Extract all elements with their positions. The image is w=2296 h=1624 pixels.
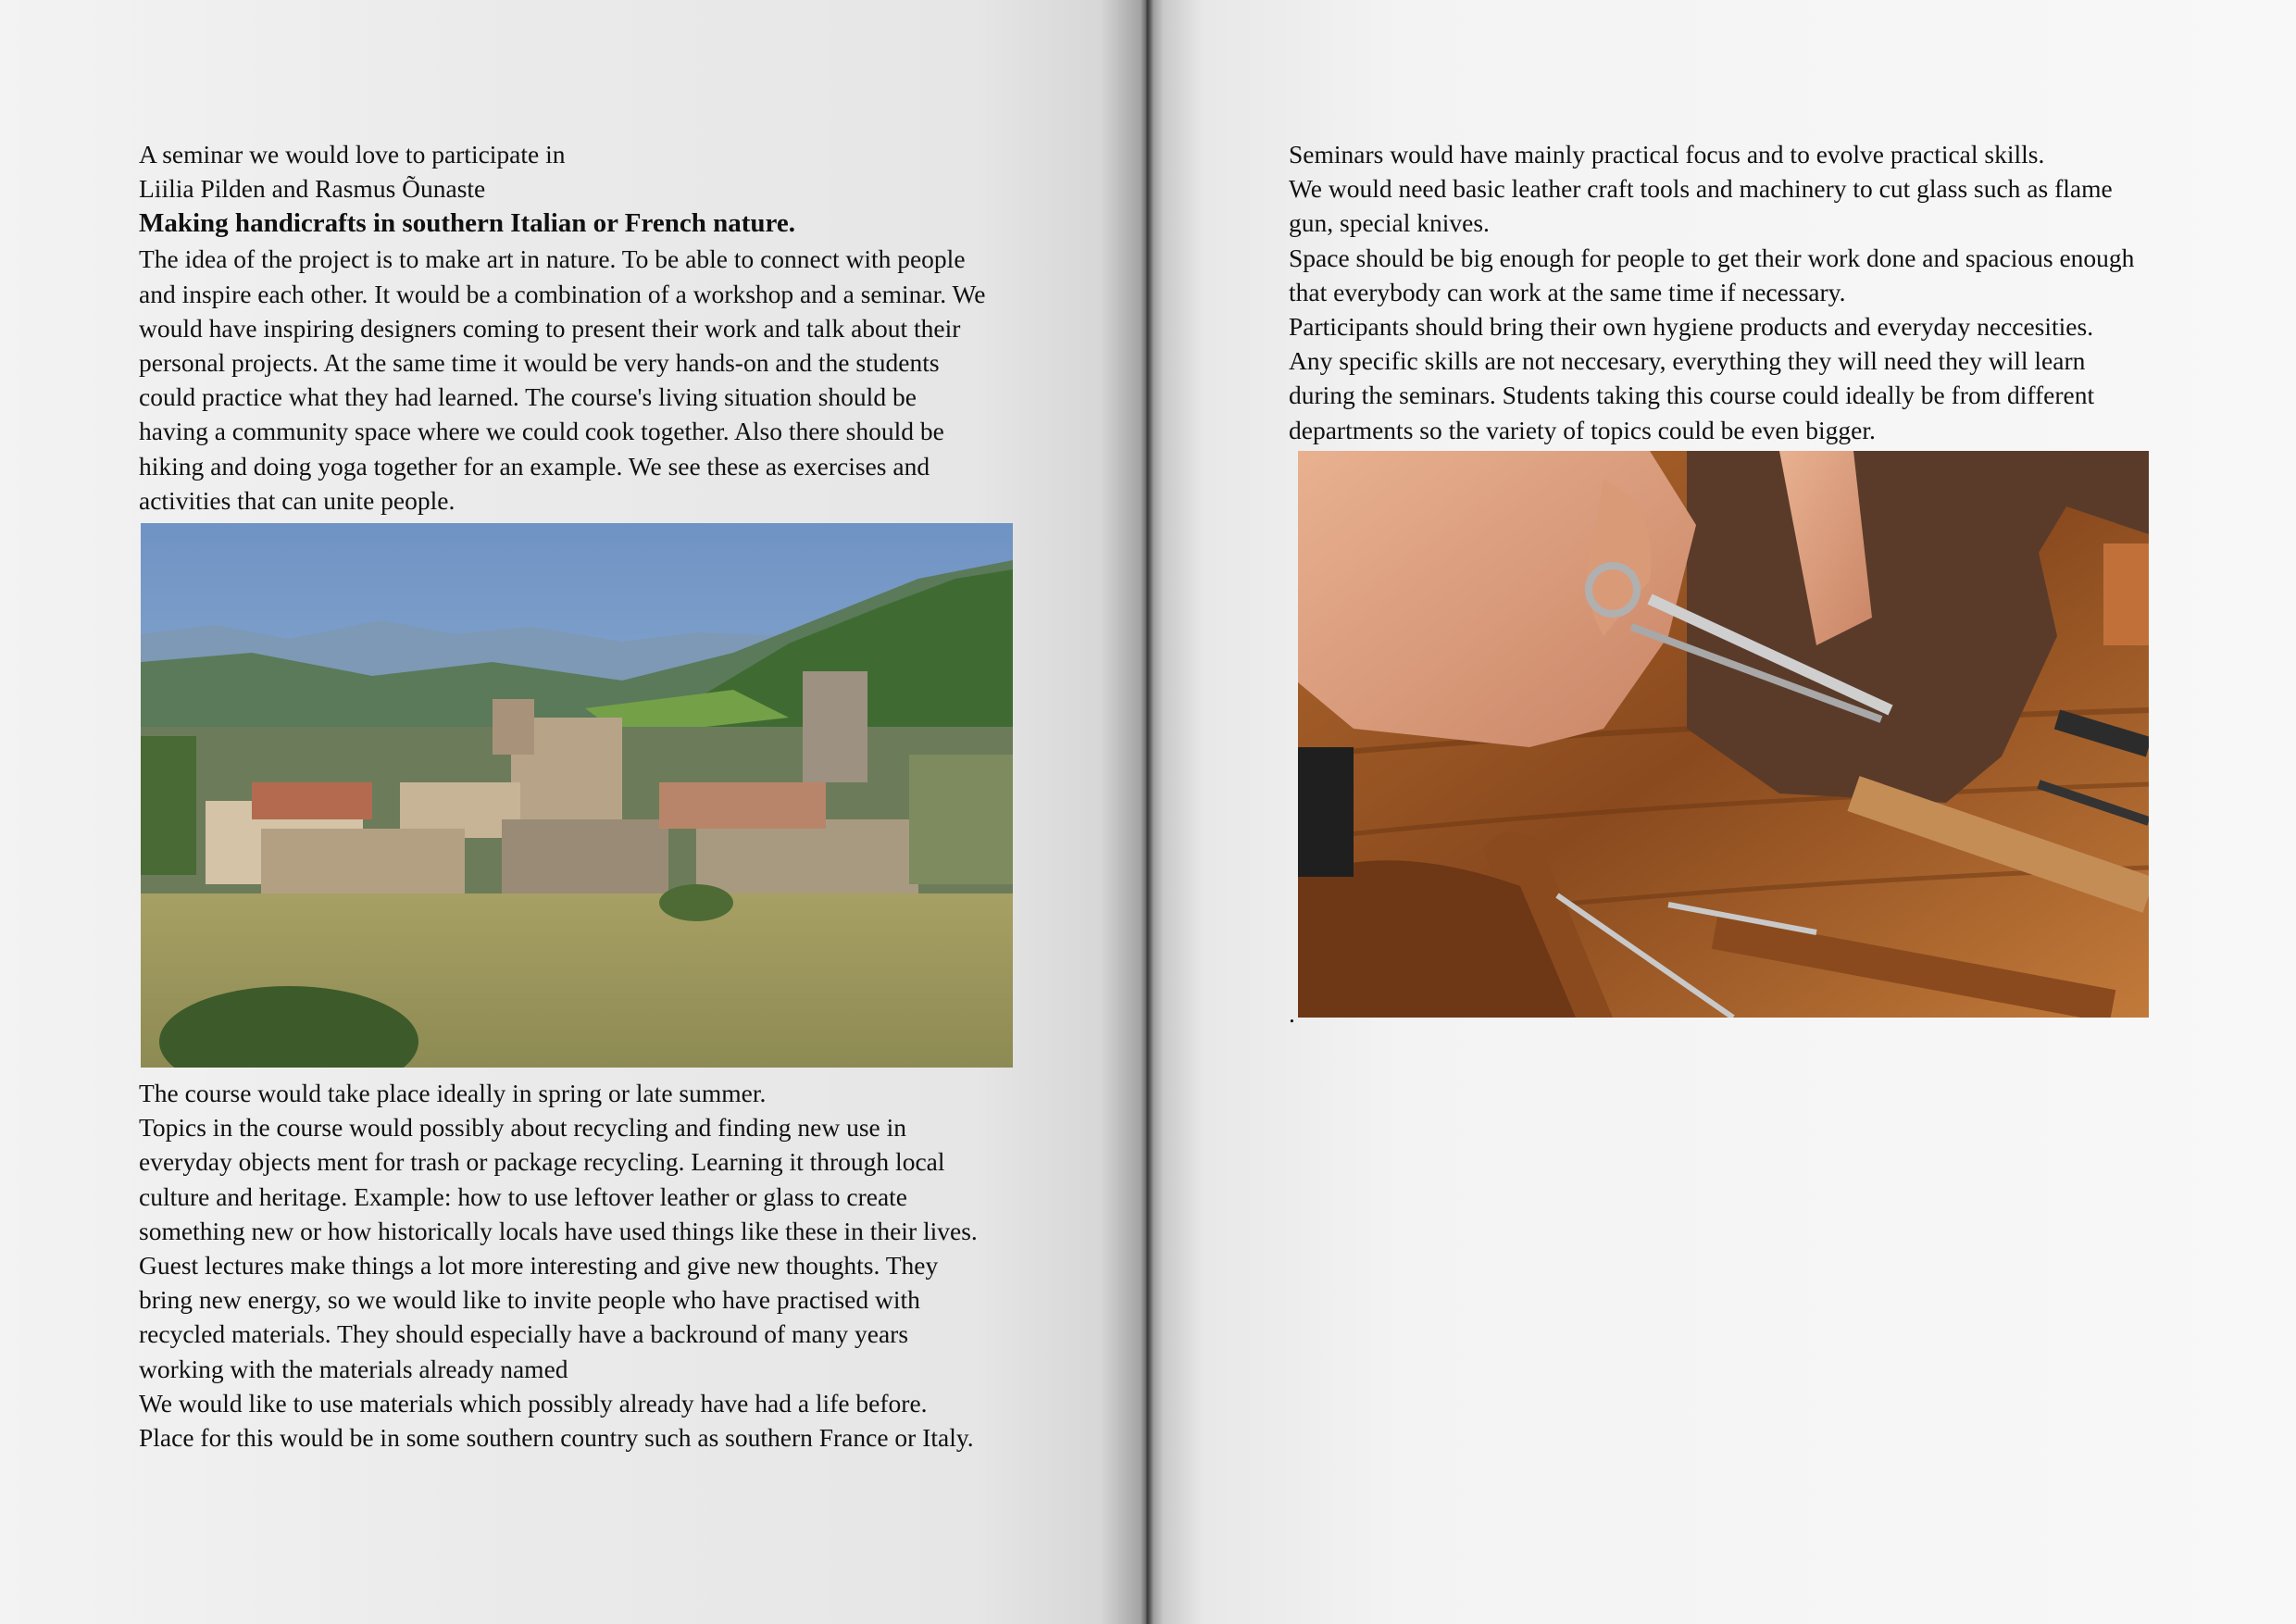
intro-line-1: A seminar we would love to participate in bbox=[139, 140, 566, 169]
body-line: something new or how historically locals have used things like these in their lives. bbox=[139, 1216, 978, 1245]
body-line: that everybody can work at the same time if necessary. bbox=[1289, 277, 1846, 306]
paragraph-1-line: personal projects. At the same time it would be very hands-on and the students bbox=[139, 348, 940, 378]
book-gutter-shadow bbox=[1141, 0, 1154, 1624]
body-line: Seminars would have mainly practical focus and to evolve practical skills. bbox=[1289, 140, 2045, 169]
body-line: bring new energy, so we would like to invite people who have practised with bbox=[139, 1285, 920, 1315]
left-top-text bbox=[139, 137, 1018, 518]
image-caption-dot: . bbox=[1289, 999, 1295, 1028]
body-line: departments so the variety of topics could be even bigger. bbox=[1289, 415, 1876, 444]
document-heading: Making handicrafts in southern Italian or French nature. bbox=[139, 208, 795, 239]
body-line: gun, special knives. bbox=[1289, 208, 1490, 238]
body-line: recycled materials. They should especially have a backround of many years bbox=[139, 1319, 909, 1349]
left-bottom-text bbox=[139, 1076, 1018, 1455]
paragraph-1-line: and inspire each other. It would be a combination of a workshop and a seminar. We bbox=[139, 279, 986, 308]
paragraph-1-line: could practice what they had learned. The course's living situation should be bbox=[139, 382, 917, 412]
paragraph-1-line: having a community space where we could cook together. Also there should be bbox=[139, 417, 944, 446]
leather-craft-photo bbox=[1298, 451, 2149, 1018]
body-line: The course would take place ideally in spring or late summer. bbox=[139, 1079, 767, 1107]
body-line: culture and heritage. Example: how to use leftover leather or glass to create bbox=[139, 1181, 908, 1211]
village-landscape-photo bbox=[141, 523, 1013, 1068]
body-line: Guest lectures make things a lot more interesting and give new thoughts. They bbox=[139, 1251, 939, 1280]
body-line: Any specific skills are not neccesary, everything they will need they will learn bbox=[1289, 346, 2086, 376]
intro-line-2: Liilia Pilden and Rasmus Õunaste bbox=[139, 174, 486, 204]
paragraph-1-line: The idea of the project is to make art in nature. To be able to connect with people bbox=[139, 244, 966, 274]
body-line: Place for this would be in some southern country such as southern France or Italy. bbox=[139, 1423, 974, 1453]
paragraph-1-line: activities that can unite people. bbox=[139, 485, 455, 515]
body-line: Participants should bring their own hygiene products and everyday neccesities. bbox=[1289, 312, 2094, 342]
body-line: Space should be big enough for people to get their work done and spacious enough bbox=[1289, 243, 2135, 272]
body-line: during the seminars. Students taking this course could ideally be from different bbox=[1289, 381, 2095, 410]
body-line: everyday objects ment for trash or package recycling. Learning it through local bbox=[139, 1147, 945, 1177]
body-line: working with the materials already named bbox=[139, 1354, 568, 1383]
body-line: Topics in the course would possibly about recycling and finding new use in bbox=[139, 1113, 907, 1143]
body-line: We would need basic leather craft tools and machinery to cut glass such as flame bbox=[1289, 174, 2113, 204]
paragraph-1-line: would have inspiring designers coming to present their work and talk about their bbox=[139, 313, 961, 343]
left-page bbox=[0, 0, 1146, 1624]
right-top-text bbox=[1289, 137, 2168, 447]
body-line: We would like to use materials which possibly already have had a life before. bbox=[139, 1388, 928, 1418]
paragraph-1-line: hiking and doing yoga together for an example. We see these as exercises and bbox=[139, 451, 930, 481]
